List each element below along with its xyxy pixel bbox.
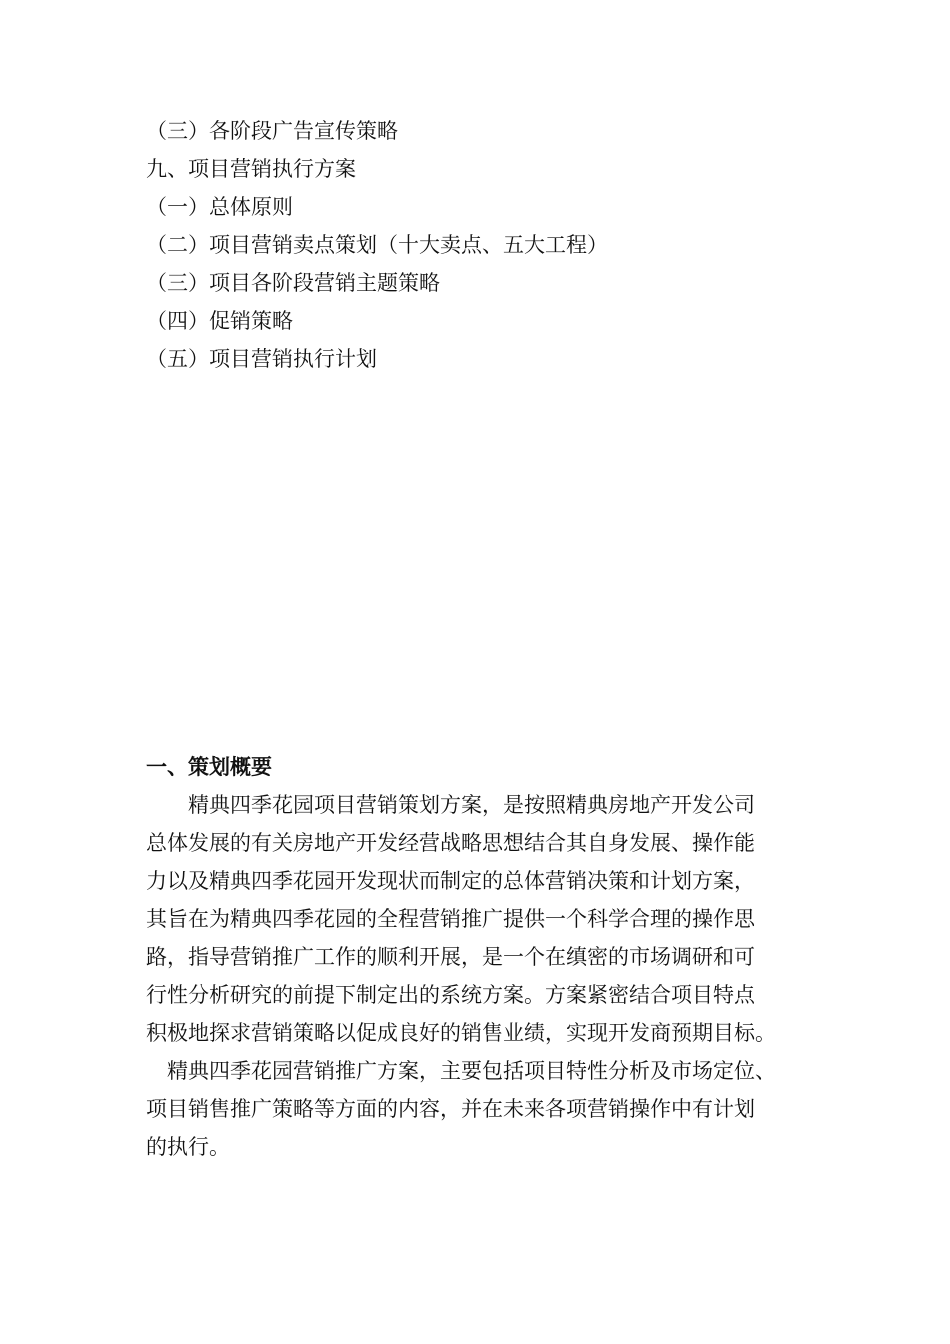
paragraph-line: 路，指导营销推广工作的顺利开展，是一个在缜密的市场调研和可 (146, 945, 755, 969)
toc-item: （三）项目各阶段营销主题策略 (146, 271, 440, 295)
paragraph-2 (146, 1052, 826, 1166)
toc-item: （四）促销策略 (146, 309, 293, 333)
section-heading: 一、策划概要 (146, 755, 272, 779)
paragraph-line: 项目销售推广策略等方面的内容，并在未来各项营销操作中有计划 (146, 1097, 755, 1121)
overview-section (146, 748, 826, 1166)
toc-item: （二）项目营销卖点策划（十大卖点、五大工程） (146, 233, 608, 257)
table-of-contents (146, 112, 846, 378)
paragraph-line: 其旨在为精典四季花园的全程营销推广提供一个科学合理的操作思 (146, 907, 755, 931)
paragraph-line: 总体发展的有关房地产开发经营战略思想结合其自身发展、操作能 (146, 831, 755, 855)
paragraph-line: 精典四季花园项目营销策划方案，是按照精典房地产开发公司 (146, 793, 755, 817)
toc-item: （一）总体原则 (146, 195, 293, 219)
paragraph-line: 力以及精典四季花园开发现状而制定的总体营销决策和计划方案， (146, 869, 755, 893)
toc-item: （五）项目营销执行计划 (146, 347, 377, 371)
paragraph-line: 积极地探求营销策略以促成良好的销售业绩，实现开发商预期目标。 (146, 1021, 776, 1045)
paragraph-line: 精典四季花园营销推广方案，主要包括项目特性分析及市场定位、 (146, 1059, 776, 1083)
toc-item: 九、项目营销执行方案 (146, 157, 356, 181)
paragraph-1 (146, 786, 826, 1052)
toc-item: （三）各阶段广告宣传策略 (146, 119, 398, 143)
paragraph-line: 的执行。 (146, 1135, 230, 1159)
paragraph-line: 行性分析研究的前提下制定出的系统方案。方案紧密结合项目特点 (146, 983, 755, 1007)
